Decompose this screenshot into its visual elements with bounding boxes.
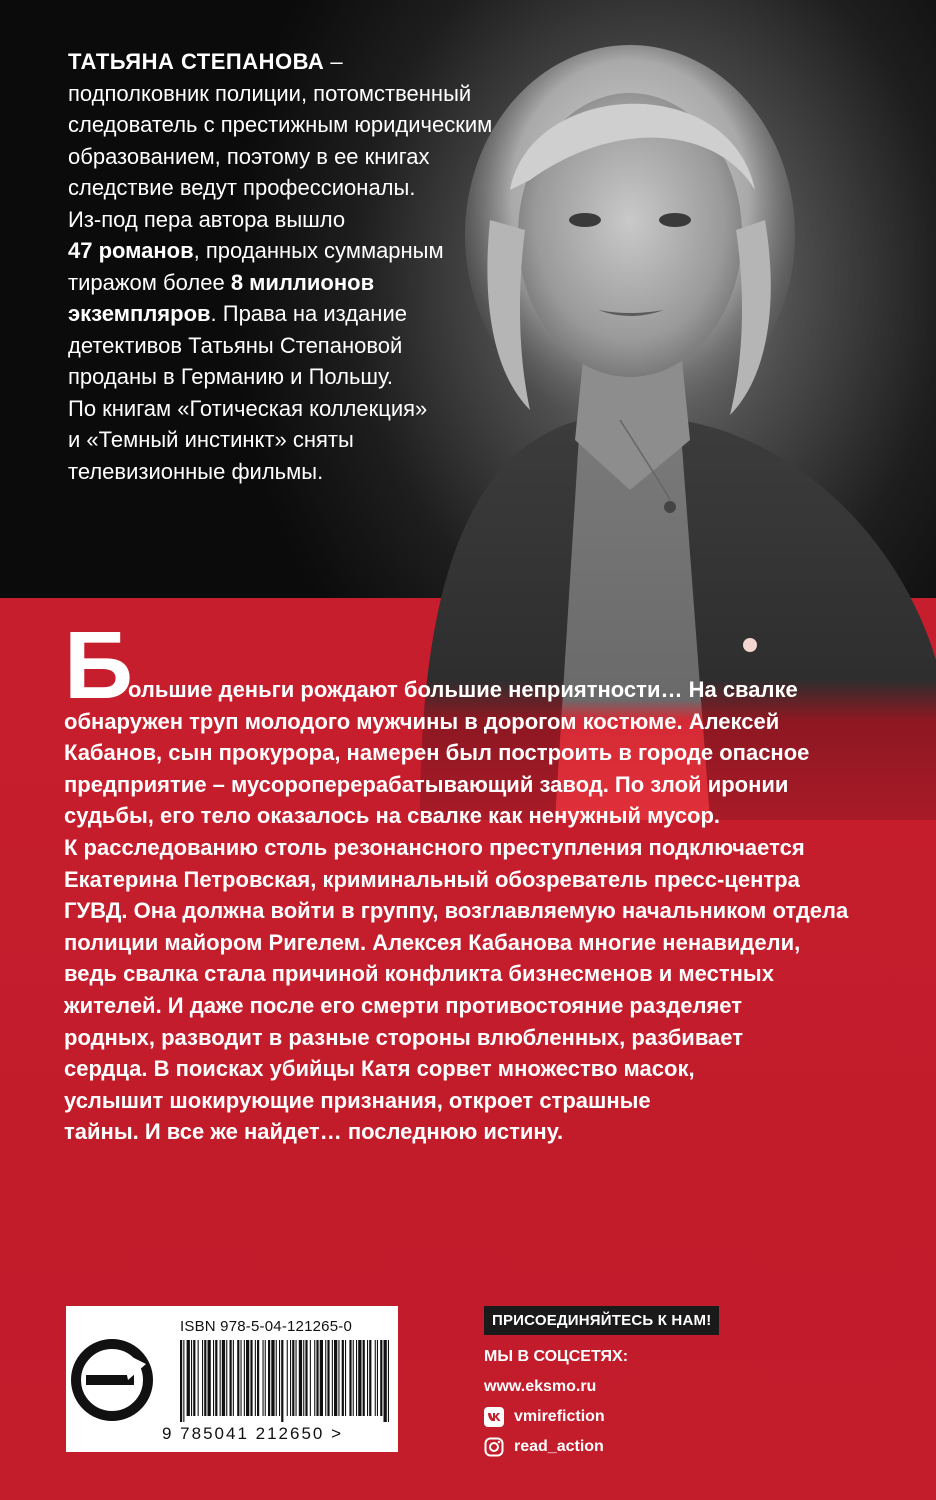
barcode-bars (178, 1340, 390, 1422)
barcode-bar (271, 1340, 274, 1416)
barcode-bar (213, 1340, 214, 1416)
svg-text:Б: Б (64, 612, 133, 719)
website-link[interactable]: www.eksmo.ru (484, 1378, 597, 1395)
bio-line-11: проданы в Германию и Польшу. (68, 364, 393, 389)
vk-handle: vmirefiction (514, 1408, 605, 1425)
synopsis-line-3: Кабанов, сын прокурора, намерен был построить в городе опасное (64, 740, 810, 766)
barcode-bar (327, 1340, 329, 1416)
barcode-bar (255, 1340, 256, 1416)
barcode-bar (191, 1340, 192, 1416)
barcode-digits: 9 785041 212650 > (162, 1424, 344, 1443)
barcode-bar (375, 1340, 376, 1416)
synopsis-line-4: предприятие – мусороперерабатывающий завод. По злой иронии (64, 771, 789, 797)
barcode-bar (187, 1340, 190, 1416)
barcode-bar (325, 1340, 326, 1416)
barcode-bar (320, 1340, 323, 1416)
barcode-bar (265, 1340, 266, 1416)
barcode-bar (314, 1340, 315, 1416)
barcode-bar (193, 1340, 195, 1416)
barcode-bar (198, 1340, 199, 1416)
barcode-bar (287, 1340, 288, 1416)
barcode-bar (276, 1340, 277, 1416)
synopsis-line-7: Екатерина Петровская, криминальный обозреватель пресс-центра (64, 866, 800, 892)
eksmo-logo-icon (66, 1334, 158, 1426)
bio-line-4: образованием, поэтому в ее книгах (68, 143, 430, 169)
barcode-bar (215, 1340, 217, 1416)
networks-label: МЫ В СОЦСЕТЯХ: (484, 1348, 629, 1365)
barcode-bar (230, 1340, 232, 1416)
bio-line-5: следствие ведут профессионалы. (68, 175, 416, 200)
barcode-bar (290, 1340, 291, 1416)
barcode-bar (384, 1340, 387, 1422)
barcode-panel (66, 1306, 398, 1452)
vk-icon (484, 1407, 504, 1427)
barcode-bar (292, 1340, 294, 1416)
barcode-bar (303, 1340, 304, 1416)
vk-link[interactable] (484, 1405, 784, 1429)
synopsis-line-1: ольшие деньги рождают большие неприятности… На свалке (128, 677, 798, 702)
barcode-bar (246, 1340, 249, 1416)
instagram-handle: read_action (514, 1438, 604, 1455)
barcode-bar (310, 1340, 311, 1416)
author-name: ТАТЬЯНА СТЕПАНОВА (68, 49, 325, 74)
barcode-bar (268, 1340, 270, 1416)
synopsis-line-14: услышит шокирующие признания, откроет страшные (64, 1087, 651, 1113)
bio-line-9: экземпляров. Права на издание (68, 301, 407, 326)
barcode-bar (363, 1340, 365, 1416)
barcode-bar (349, 1340, 351, 1416)
barcode-bar (388, 1340, 389, 1422)
synopsis-line-10: ведь свалка стала причиной конфликта бизнесменов и местных (64, 961, 774, 987)
bio-line-10: детективов Татьяны Степановой (68, 332, 403, 358)
synopsis-line-9: полиции майором Ригелем. Алексея Кабанова многие ненавидели, (64, 929, 801, 955)
barcode-bar (358, 1340, 361, 1416)
bio-line-14: телевизионные фильмы. (68, 458, 324, 484)
book-synopsis (64, 630, 884, 1148)
isbn-number: ISBN 978-5-04-121265-0 (180, 1318, 353, 1335)
barcode-bar (250, 1340, 252, 1416)
barcode-bar (353, 1340, 354, 1416)
bio-line-7: 47 романов, проданных суммарным (68, 238, 444, 263)
barcode-bar (183, 1340, 184, 1422)
synopsis-line-8: ГУВД. Она должна войти в группу, возглавляемую начальником отдела (64, 898, 849, 924)
barcode-bar (244, 1340, 245, 1416)
instagram-link[interactable] (484, 1435, 784, 1459)
bio-line-12: По книгам «Готическая коллекция» (68, 395, 428, 421)
barcode-bar (263, 1340, 264, 1416)
synopsis-line-2: обнаружен труп молодого мужчины в дорогом костюме. Алексей (64, 708, 780, 734)
bio-line-2: подполковник полиции, потомственный (68, 80, 472, 106)
barcode-bar (208, 1340, 211, 1416)
barcode-bar (237, 1340, 239, 1416)
barcode-bar (342, 1340, 344, 1416)
barcode-bar (338, 1340, 339, 1416)
barcode-bar (316, 1340, 318, 1416)
barcode-bar (377, 1340, 378, 1416)
author-bio (68, 46, 538, 487)
barcode-bar (222, 1340, 225, 1416)
barcode-bar (305, 1340, 307, 1416)
synopsis-line-5: судьбы, его тело оказалось на свалке как ненужный мусор. (64, 803, 721, 829)
barcode-bar (226, 1340, 227, 1416)
instagram-icon (484, 1437, 504, 1457)
barcode-bar (204, 1340, 206, 1416)
synopsis-line-6: К расследованию столь резонансного преступления подключается (64, 834, 805, 860)
barcode-bar (380, 1340, 382, 1416)
synopsis-line-12: родных, разводит в разные стороны влюбленных, разбивает (64, 1024, 744, 1050)
barcode-bar (334, 1340, 337, 1416)
synopsis-line-15: тайны. И все же найдет… последнюю истину. (64, 1119, 564, 1145)
barcode-bar (332, 1340, 333, 1416)
barcode-bar (299, 1340, 302, 1416)
bio-line-13: и «Темный инстинкт» сняты (68, 427, 354, 452)
barcode-bar (367, 1340, 368, 1416)
barcode-bar (281, 1340, 283, 1422)
synopsis-line-11: жителей. И даже после его смерти противостояние разделяет (64, 992, 743, 1018)
bio-line-3: следователь с престижным юридическим (68, 112, 493, 137)
bio-line-1: ТАТЬЯНА СТЕПАНОВА – (68, 49, 343, 74)
barcode-bar (220, 1340, 221, 1416)
synopsis-line-13: сердца. В поисках убийцы Катя сорвет множество масок, (64, 1056, 695, 1082)
bio-line-6: Из-под пера автора вышло (68, 206, 346, 232)
barcode-bar (202, 1340, 203, 1416)
bio-line-8: тиражом более 8 миллионов (68, 269, 375, 295)
social-block (484, 1306, 784, 1459)
barcode-bar (356, 1340, 357, 1416)
join-us-badge: ПРИСОЕДИНЯЙТЕСЬ К НАМ! (484, 1306, 719, 1335)
barcode-bar (180, 1340, 182, 1422)
barcode-bar (257, 1340, 259, 1416)
barcode-bar (345, 1340, 346, 1416)
barcode-bar (233, 1340, 234, 1416)
barcode-bar (296, 1340, 297, 1416)
barcode-bar (279, 1340, 280, 1416)
barcode-bar (369, 1340, 371, 1416)
barcode-bar (241, 1340, 242, 1416)
